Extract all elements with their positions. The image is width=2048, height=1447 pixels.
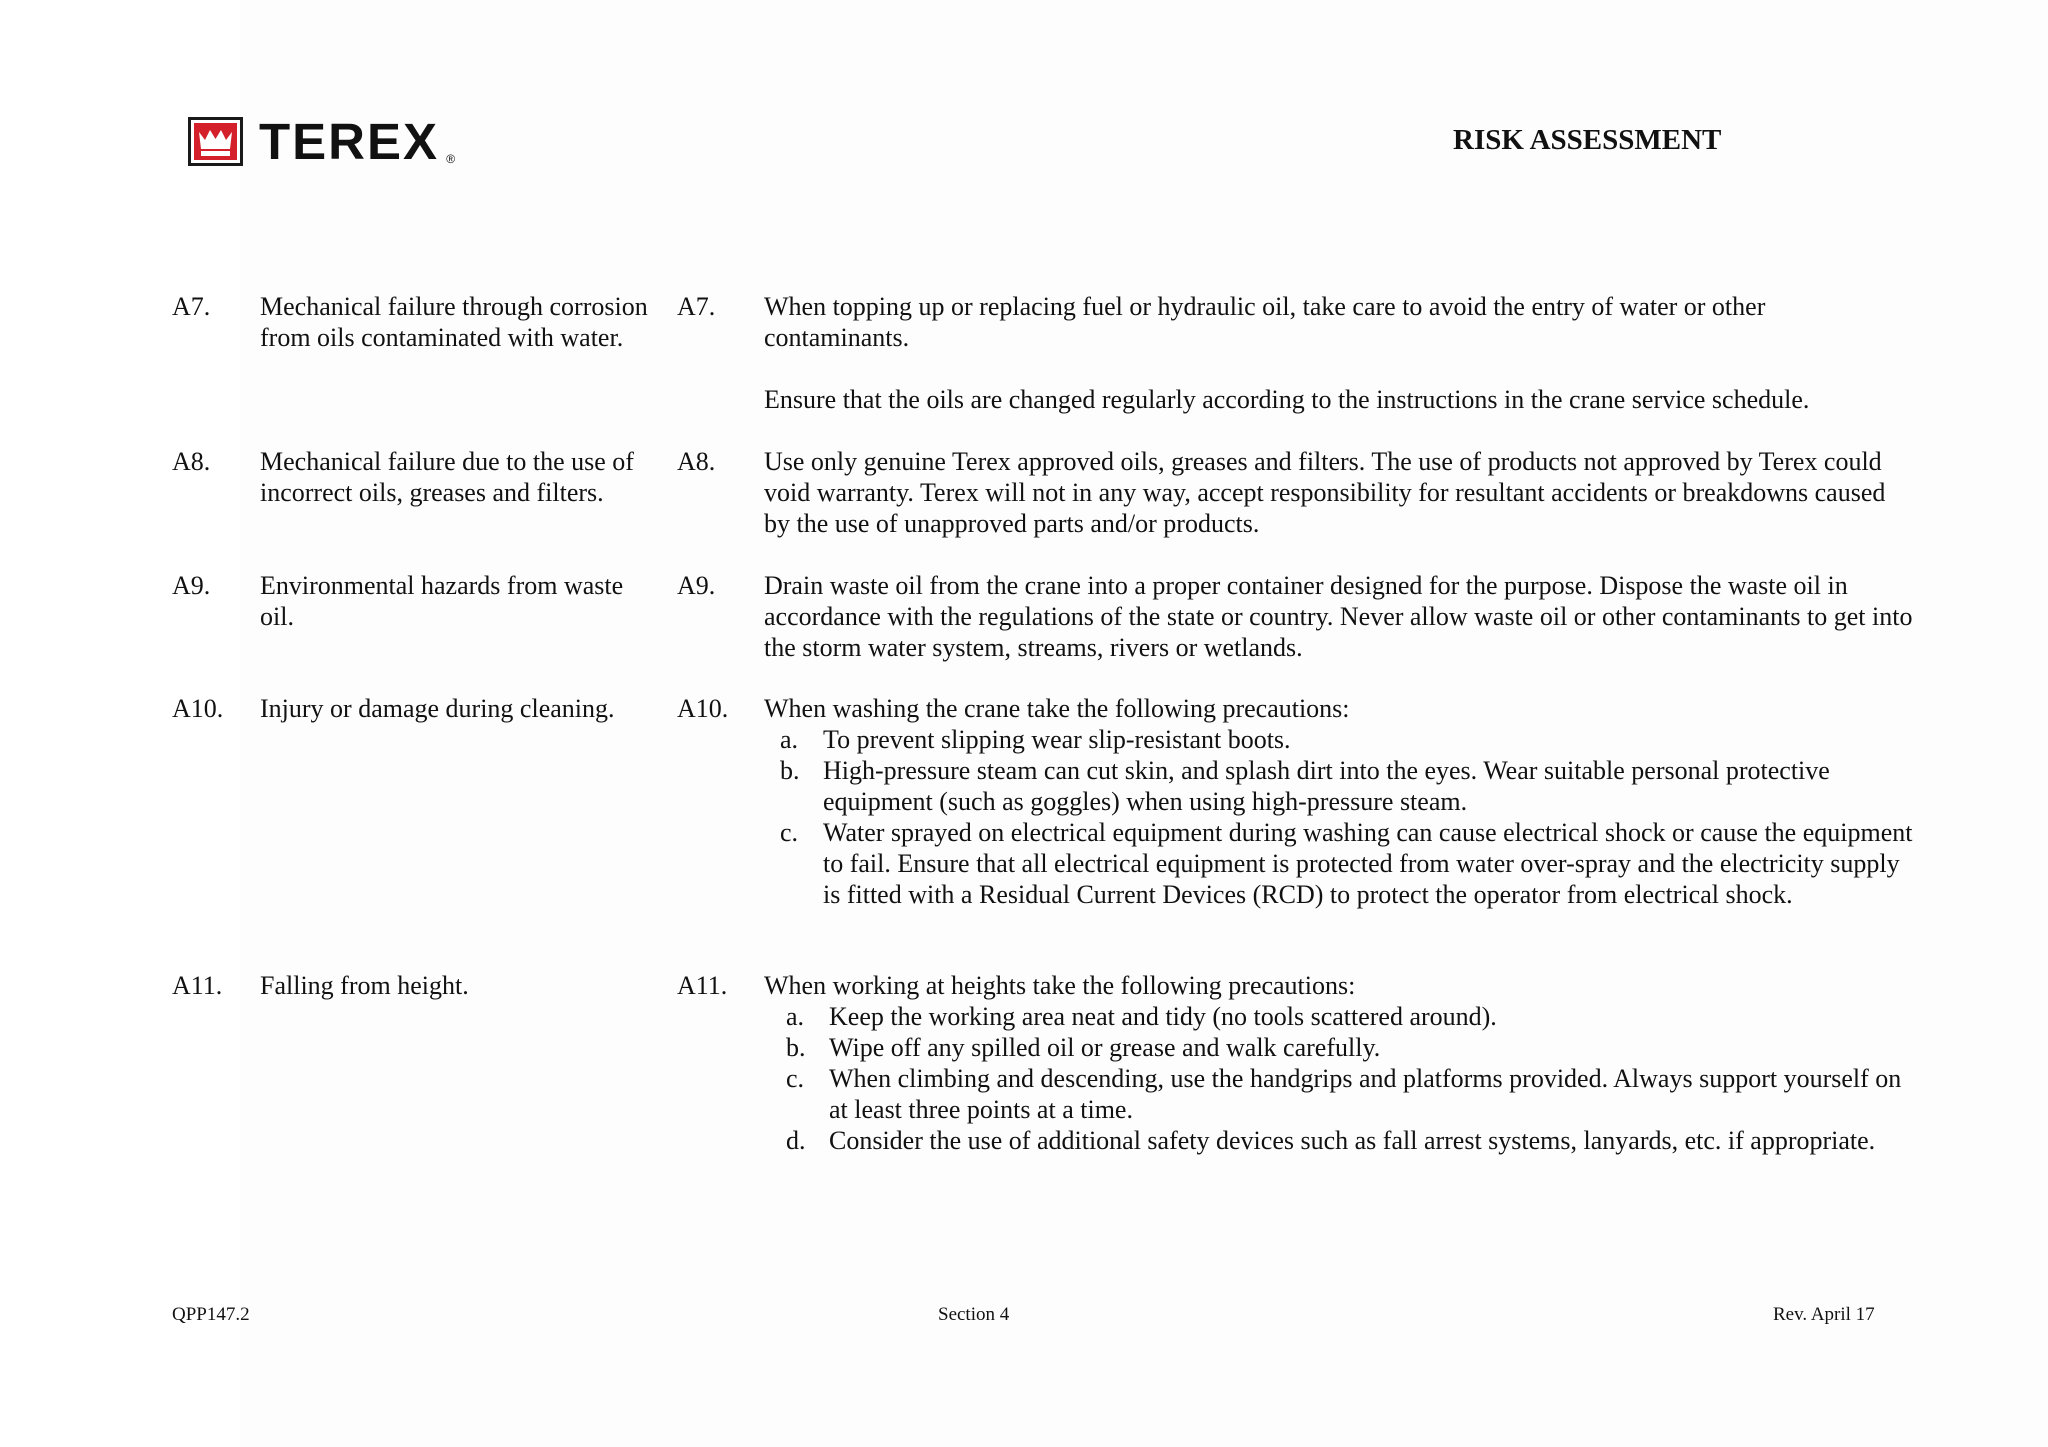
control-paragraph: Drain waste oil from the crane into a proper container designed for the purpose. Dispose the waste oil in accordance with the regulations of the state or country. Never allow waste oil or other contaminants to get into the storm water system, streams, rivers or wetlands.: [764, 571, 1913, 662]
list-item-text: Consider the use of additional safety devices such as fall arrest systems, lanyards, etc. if appropriate.: [829, 1126, 1876, 1155]
hazard-description: Falling from height.: [260, 971, 469, 1000]
list-letter: c.: [780, 818, 799, 847]
list-item-text: High-pressure steam can cut skin, and splash dirt into the eyes. Wear suitable personal protective equipment (such as goggles) when using high-pressure steam.: [823, 756, 1830, 816]
control-id: A8.: [677, 447, 716, 476]
list-item-text: Keep the working area neat and tidy (no tools scattered around).: [829, 1002, 1497, 1031]
logo-wordmark: [259, 112, 456, 170]
hazard-id: A8.: [172, 447, 211, 476]
registered-mark: ®: [446, 151, 456, 166]
list-item-text: Wipe off any spilled oil or grease and walk carefully.: [829, 1033, 1381, 1062]
control-measures: [764, 446, 1914, 539]
control-paragraph: Use only genuine Terex approved oils, greases and filters. The use of products not approved by Terex could void warranty. Terex will not in any way, accept responsibility for resultant accidents or breakdowns caused by the use of unapproved parts and/or products.: [764, 447, 1886, 538]
list-letter: d.: [786, 1126, 806, 1155]
list-item: [764, 1032, 1924, 1063]
footer-revision: Rev. April 17: [1773, 1304, 1875, 1325]
hazard-id: A7.: [172, 292, 211, 321]
precautions-intro: When working at heights take the following precautions:: [764, 971, 1356, 1000]
hazard-description: Mechanical failure through corrosion from oils contaminated with water.: [260, 292, 648, 352]
list-item: [764, 1063, 1924, 1125]
logo-text: TEREX: [259, 112, 440, 170]
list-item: [764, 755, 1914, 817]
footer-doc-code: QPP147.2: [172, 1304, 250, 1325]
control-paragraph: When topping up or replacing fuel or hydraulic oil, take care to avoid the entry of water or other contaminants.: [764, 292, 1766, 352]
precautions-intro: When washing the crane take the following precautions:: [764, 694, 1350, 723]
control-id: A11.: [677, 971, 728, 1000]
control-id: A10.: [677, 694, 729, 723]
list-item: [764, 1001, 1924, 1032]
list-letter: a.: [780, 725, 799, 754]
list-item: [764, 817, 1914, 910]
hazard-id: A9.: [172, 571, 211, 600]
control-id: A9.: [677, 571, 716, 600]
hazard-id: A10.: [172, 694, 224, 723]
document-title: RISK ASSESSMENT: [1453, 124, 1722, 156]
terex-logo: [188, 112, 456, 170]
list-item-text: To prevent slipping wear slip-resistant boots.: [823, 725, 1291, 754]
hazard-description: Mechanical failure due to the use of incorrect oils, greases and filters.: [260, 447, 634, 507]
control-measures: [764, 693, 1914, 910]
precautions-list: [764, 1001, 1924, 1156]
list-letter: c.: [786, 1064, 805, 1093]
hazard-description: Injury or damage during cleaning.: [260, 694, 615, 723]
control-paragraph: Ensure that the oils are changed regularly according to the instructions in the crane service schedule.: [764, 385, 1810, 414]
list-item-text: When climbing and descending, use the handgrips and platforms provided. Always support yourself on at least three points at a time.: [829, 1064, 1902, 1124]
hazard-id: A11.: [172, 971, 223, 1000]
control-measures: [764, 970, 1924, 1156]
list-item: [764, 724, 1914, 755]
control-measures: [764, 570, 1914, 663]
precautions-list: [764, 724, 1914, 910]
footer-section: Section 4: [938, 1304, 1010, 1325]
list-item: [764, 1125, 1924, 1156]
control-measures: [764, 291, 1914, 415]
list-item-text: Water sprayed on electrical equipment during washing can cause electrical shock or cause the equipment to fail. Ensure that all electrical equipment is protected from water over-spray and the electricity supply is fitted with a Residual Current Devices (RCD) to protect the operator from electrical shock.: [823, 818, 1913, 909]
terex-crown-icon: [188, 117, 243, 166]
list-letter: b.: [780, 756, 800, 785]
list-letter: b.: [786, 1033, 806, 1062]
hazard-description: Environmental hazards from waste oil.: [260, 571, 624, 631]
control-id: A7.: [677, 292, 716, 321]
list-letter: a.: [786, 1002, 805, 1031]
